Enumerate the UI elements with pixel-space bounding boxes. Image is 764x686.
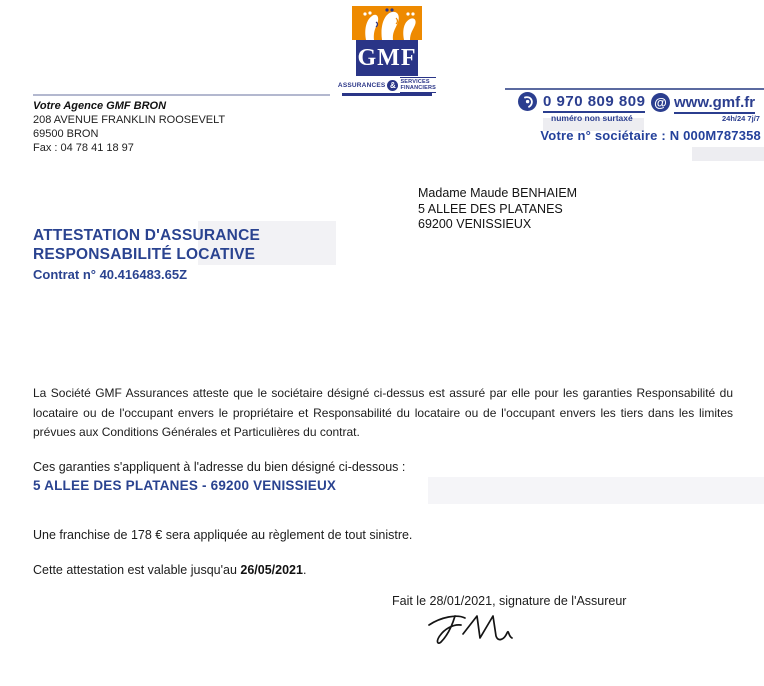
scan-artifact	[692, 147, 764, 161]
agency-address-line1: 208 AVENUE FRANKLIN ROOSEVELT	[33, 114, 226, 126]
website-note: 24h/24 7j/7	[722, 114, 760, 123]
phone-number: 0 970 809 809	[543, 93, 645, 113]
agency-fax: Fax : 04 78 41 18 97	[33, 142, 134, 154]
signature-image	[425, 608, 525, 655]
recipient-address-line1: 5 ALLEE DES PLATANES	[418, 201, 563, 216]
validity-prefix: Cette attestation est valable jusqu'au	[33, 563, 241, 577]
gmf-logo-tagline	[338, 78, 436, 92]
validity-suffix: .	[302, 563, 307, 577]
garanties-intro: Ces garanties s'appliquent à l'adresse du bien désigné ci-dessous :	[33, 460, 406, 474]
member-number-value: N 000M787358	[669, 128, 761, 143]
attestation-paragraph: La Société GMF Assurances atteste que le sociétaire désigné ci-dessus est assuré par elle pour les garanties Responsabilité du locataire ou de l'occupant envers le propriétaire et Responsabilité du locataire ou de l'occupant envers les tiers dans les limites prévues aux Conditions Générales et Particulières du contrat.	[33, 386, 733, 439]
agency-name: Votre Agence GMF BRON	[33, 100, 167, 112]
member-number-label: Votre n° sociétaire :	[540, 128, 666, 143]
header-divider-right	[505, 88, 764, 90]
header-divider-left	[33, 94, 330, 96]
logo-assurances-label: ASSURANCES	[337, 81, 386, 89]
recipient-block	[418, 186, 577, 233]
gmf-logo-text: GMF	[357, 45, 417, 71]
logo-financiers-label: FINANCIERS	[400, 85, 437, 91]
recipient-name: Madame Maude BENHAIEM	[418, 186, 578, 200]
logo-services-label: SERVICES	[400, 78, 430, 85]
member-number-line	[400, 128, 761, 143]
phone-icon	[518, 92, 537, 111]
logo-underline-bar	[342, 93, 432, 96]
gmf-logo	[337, 6, 437, 96]
document-title-block	[33, 226, 260, 282]
scan-artifact	[428, 477, 764, 504]
agency-address-line2: 69500 BRON	[33, 128, 99, 140]
at-icon: @	[651, 93, 670, 112]
signature-caption: Fait le 28/01/2021, signature de l'Assureur	[392, 594, 627, 608]
phone-note: numéro non surtaxé	[551, 113, 633, 123]
franchise-sentence: Une franchise de 178 € sera appliquée au règlement de tout sinistre.	[33, 528, 413, 542]
validity-date: 26/05/2021	[240, 563, 303, 577]
contract-number: Contrat n° 40.416483.65Z	[33, 267, 188, 282]
recipient-address-line2: 69200 VENISSIEUX	[418, 217, 532, 231]
logo-services-labels	[400, 77, 436, 94]
gmf-logo-box	[356, 40, 418, 76]
ampersand-icon: &	[387, 80, 398, 91]
document-title-line2: RESPONSABILITÉ LOCATIVE	[33, 246, 256, 263]
gmf-logo-faces-icon	[352, 6, 422, 40]
validity-sentence	[33, 563, 306, 577]
website-link[interactable]: www.gmf.fr	[674, 94, 755, 114]
property-address: 5 ALLEE DES PLATANES - 69200 VENISSIEUX	[33, 478, 337, 493]
document-title-line1: ATTESTATION D'ASSURANCE	[33, 227, 261, 244]
agency-block	[33, 99, 225, 155]
